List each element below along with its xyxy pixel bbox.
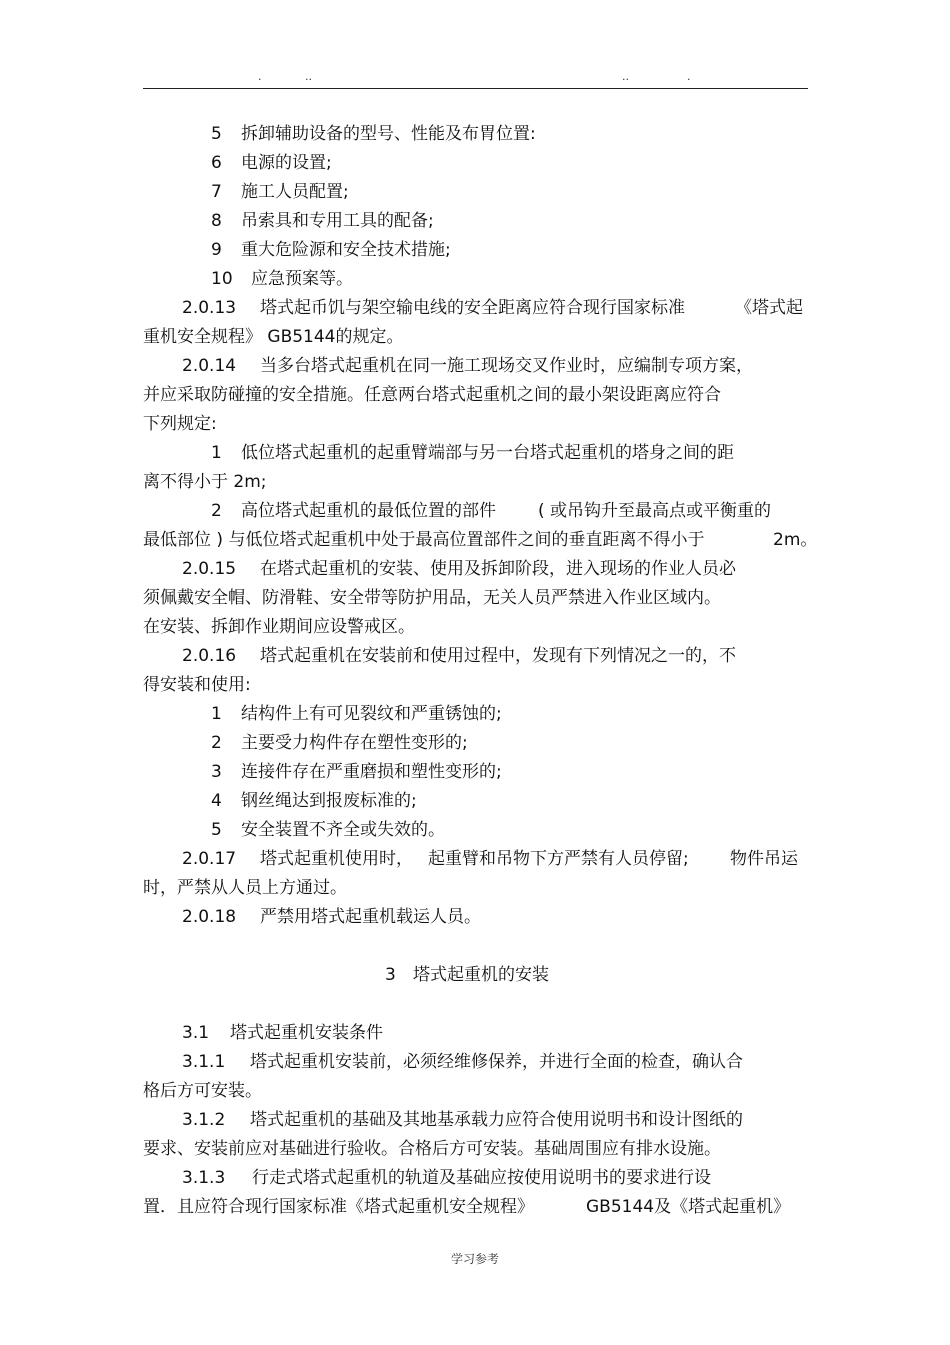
list-item: 4 钢丝绳达到报废标准的; [211,791,417,811]
text-line: 在安装、拆卸作业期间应设警戒区。 [143,617,415,637]
clause-line: 2.0.18 严禁用塔式起重机载运人员。 [182,907,481,927]
clause-line: 3.1.2 塔式起重机的基础及其地基承载力应符合使用说明书和设计图纸的 [182,1110,743,1130]
list-item: 7 施工人员配置; [211,182,349,202]
clause-line: 2.0.16 塔式起重机在安装前和使用过程中，发现有下列情况之一的，不 [182,646,736,666]
clause-line: 2.0.17 塔式起重机使用时， 起重臂和吊物下方严禁有人员停留; 物件吊运 [182,849,798,869]
page-footer: 学习参考 [450,1252,499,1266]
list-item: 6 电源的设置; [211,153,332,173]
list-item: 10 应急预案等。 [211,269,353,289]
clause-line: 3.1.1 塔式起重机安装前，必须经维修保养，并进行全面的检查，确认合 [182,1052,743,1072]
clause-line: 2.0.15 在塔式起重机的安装、使用及拆卸阶段，进入现场的作业人员必 [182,559,736,579]
header-mark: . [258,70,262,83]
list-item: 9 重大危险源和安全技术措施; [211,240,451,260]
list-item: 8 吊索具和专用工具的配备; [211,211,434,231]
text-line: 并应采取防碰撞的安全措施。任意两台塔式起重机之间的最小架设距离应符合 [143,385,721,405]
list-item: 5 安全装置不齐全或失效的。 [211,820,445,840]
clause-line: 2.0.14 当多台塔式起重机在同一施工现场交叉作业时，应编制专项方案， [182,356,753,376]
text-line: 置．且应符合现行国家标准《塔式起重机安全规程》 GB5144及《塔式起重机》 [143,1197,791,1217]
text-line: 时，严禁从人员上方通过。 [143,878,347,898]
header-mark: . [687,70,691,83]
list-item: 1 低位塔式起重机的起重臂端部与另一台塔式起重机的塔身之间的距 [211,443,734,463]
section-heading: 3 塔式起重机的安装 [385,965,549,985]
header-mark: .. [305,70,312,83]
page-header [0,70,950,90]
text-line: 重机安全规程》 GB5144的规定。 [143,327,404,347]
text-line: 须佩戴安全帽、防滑鞋、安全带等防护用品，无关人员严禁进入作业区域内。 [143,588,721,608]
text-line: 离不得小于 2m; [143,472,267,492]
text-line: 最低部位 ) 与低位塔式起重机中处于最高位置部件之间的垂直距离不得小于 2m。 [143,530,818,550]
list-item: 2 主要受力构件存在塑性变形的; [211,733,468,753]
text-line: 要求、安装前应对基础进行验收。合格后方可安装。基础周围应有排水设施。 [143,1139,721,1159]
text-line: 格后方可安装。 [143,1081,262,1101]
clause-line: 2.0.13 塔式起币饥与架空输电线的安全距离应符合现行国家标准 《塔式起 [182,298,803,318]
list-item: 3 连接件存在严重磨损和塑性变形的; [211,762,502,782]
header-mark: .. [622,70,629,83]
list-item: 1 结构件上有可见裂纹和严重锈蚀的; [211,704,502,724]
text-line: 得安装和使用: [143,675,251,695]
clause-line: 3.1.3 行走式塔式起重机的轨道及基础应按使用说明书的要求进行设 [182,1168,711,1188]
list-item: 2 高位塔式起重机的最低位置的部件 ( 或吊钩升至最高点或平衡重的 [211,501,772,521]
text-line: 下列规定: [143,414,217,434]
header-rule [143,88,808,89]
list-item: 5 拆卸辅助设备的型号、性能及布胃位置: [211,124,536,144]
subsection-heading: 3.1 塔式起重机安装条件 [182,1023,383,1043]
